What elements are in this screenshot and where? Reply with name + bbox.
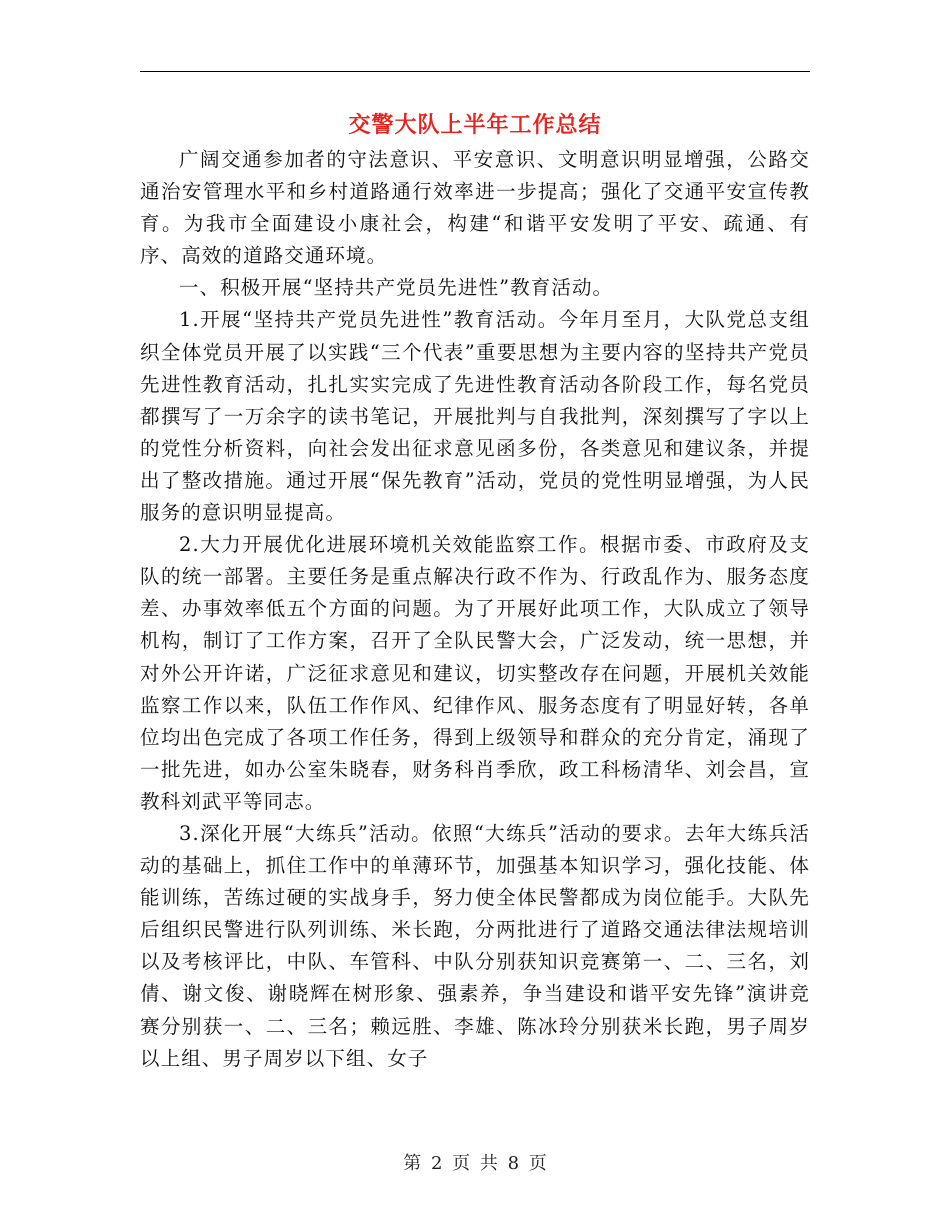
paragraph-item-3: 3.深化开展“大练兵”活动。依照“大练兵”活动的要求。去年大练兵活动的基础上，抓住工作中的单薄环节，加强基本知识学习，强化技能、体能训练，苦练过硬的实战身手，努力使全体民警都成为岗位能手。大队先后组织民警进行队列训练、米长跑，分两批进行了道路交通法律法规培训以及考核评比，中队、车管科、中队分别获知识竞赛第一、二、三名，刘倩、谢文俊、谢晓辉在树形象、强素养，争当建设和谐平安先锋”演讲竞赛分别获一、二、三名；赖远胜、李雄、陈冰玲分别获米长跑，男子周岁以上组、男子周岁以下组、女子 xyxy=(140,821,810,1070)
paragraph-item-1: 1.开展“坚持共产党员先进性”教育活动。今年月至月，大队党总支组织全体党员开展了以实践“三个代表”重要思想为主要内容的坚持共产党员先进性教育活动，扎扎实实完成了先进性教育活动各阶段工作，每名党员都撰写了一万余字的读书笔记，开展批判与自我批判，深刻撰写了字以上的党性分析资料，向社会发出征求意见函多份，各类意见和建议条，并提出了整改措施。通过开展“保先教育”活动，党员的党性明显增强，为人民服务的意识明显提高。 xyxy=(140,308,810,525)
paragraph-item-2: 2.大力开展优化进展环境机关效能监察工作。根据市委、市政府及支队的统一部署。主要任务是重点解决行政不作为、行政乱作为、服务态度差、办事效率低五个方面的问题。为了开展好此项工作，大队成立了领导机构，制订了工作方案，召开了全队民警大会，广泛发动，统一思想，并对外公开许诺，广泛征求意见和建议，切实整改存在问题，开展机关效能监察工作以来，队伍工作作风、纪律作风、服务态度有了明显好转，各单位均出色完成了各项工作任务，得到上级领导和群众的充分肯定，涌现了一批先进，如办公室朱晓春，财务科肖季欣，政工科杨清华、刘会昌，宣教科刘武平等同志。 xyxy=(140,533,810,813)
document-title: 交警大队上半年工作总结 xyxy=(348,113,602,138)
header-rule xyxy=(140,71,810,72)
section-heading-1: 一、积极开展“坚持共产党员先进性”教育活动。 xyxy=(179,276,614,300)
page-number-footer: 第 2 页 共 8 页 xyxy=(403,1153,547,1174)
intro-paragraph: 广阔交通参加者的守法意识、平安意识、文明意识明显增强，公路交通治安管理水平和乡村道路通行效率进一步提高；强化了交通平安宣传教育。为我市全面建设小康社会，构建“和谐平安发明了平安、疏通、有序、高效的道路交通环境。 xyxy=(140,148,810,268)
document-body xyxy=(140,144,810,1075)
